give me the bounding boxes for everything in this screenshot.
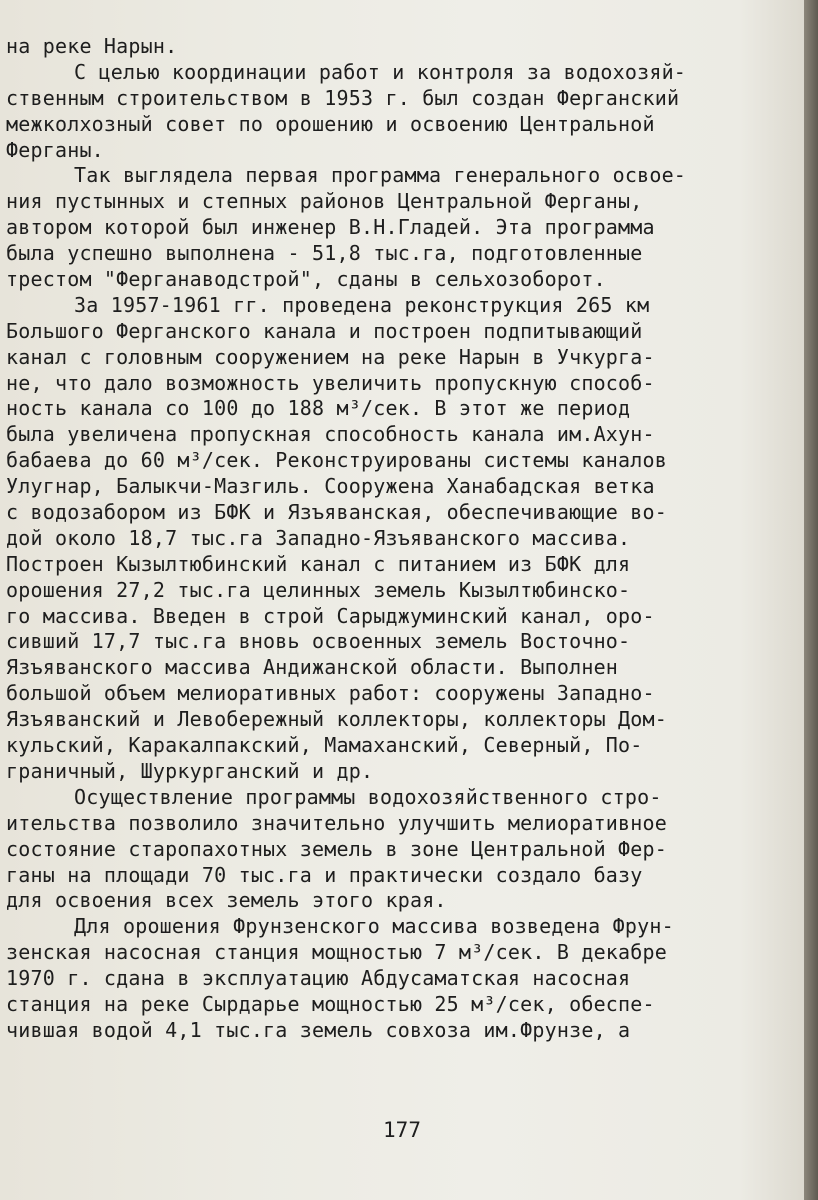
text-line: орошения 27,2 тыс.га целинных земель Кызылтюбинско-	[6, 577, 631, 602]
text-line: чившая водой 4,1 тыс.га земель совхоза им.Фрунзе, а	[6, 1017, 631, 1042]
text-line: трестом "Ферганаводстрой", сданы в сельхозоборот.	[6, 267, 606, 292]
text-line: Язъяванский и Левобережный коллекторы, коллекторы Дом-	[6, 707, 668, 732]
text-line: канал с головным сооружением на реке Нарын в Учкурга-	[6, 344, 655, 369]
text-line: была увеличена пропускная способность канала им.Ахун-	[6, 422, 655, 447]
text-line: го массива. Введен в строй Сарыджуминский канал, оро-	[6, 603, 655, 628]
text-line: Для орошения Фрунзенского массива возведена Фрун-	[74, 914, 674, 939]
page-edge-shadow	[804, 0, 818, 1200]
text-line: Улугнар, Балыкчи-Мазгиль. Сооружена Ханабадская ветка	[6, 474, 655, 499]
text-line: бабаева до 60 м³/сек. Реконструированы системы каналов	[6, 448, 668, 473]
text-line: Так выглядела первая программа генерального освое-	[74, 163, 687, 188]
text-line: ительства позволило значительно улучшить мелиоративное	[6, 810, 668, 835]
text-line: Осуществление программы водохозяйственного стро-	[74, 784, 662, 809]
text-line: сивший 17,7 тыс.га вновь освоенных земель Восточно-	[6, 629, 631, 654]
text-line: не, что дало возможность увеличить пропускную способ-	[6, 370, 655, 395]
text-line: большой объем мелиоративных работ: сооружены Западно-	[6, 681, 655, 706]
text-line: ганы на площади 70 тыс.га и практически создало базу	[6, 862, 643, 887]
text-line: дой около 18,7 тыс.га Западно-Язъяванского массива.	[6, 525, 631, 550]
text-line: межколхозный совет по орошению и освоению Центральной	[6, 111, 655, 136]
text-line: была успешно выполнена - 51,8 тыс.га, подготовленные	[6, 241, 643, 266]
text-line: ственным строительством в 1953 г. был создан Ферганский	[6, 85, 680, 110]
text-line: состояние старопахотных земель в зоне Центральной Фер-	[6, 836, 668, 861]
text-line: 1970 г. сдана в эксплуатацию Абдусаматская насосная	[6, 966, 631, 991]
text-line: Ферганы.	[6, 137, 104, 162]
text-line: для освоения всех земель этого края.	[6, 888, 447, 913]
text-line: граничный, Шуркурганский и др.	[6, 758, 374, 783]
text-line: зенская насосная станция мощностью 7 м³/сек. В декабре	[6, 940, 668, 965]
text-line: С целью координации работ и контроля за водохозяй-	[74, 59, 687, 84]
body-text	[6, 34, 796, 1044]
text-line: Большого Ферганского канала и построен подпитывающий	[6, 318, 643, 343]
text-line: ность канала со 100 до 188 м³/сек. В этот же период	[6, 396, 631, 421]
text-line: Язъяванского массива Андижанской области. Выполнен	[6, 655, 619, 680]
text-line: Построен Кызылтюбинский канал с питанием из БФК для	[6, 551, 631, 576]
text-line: автором которой был инженер В.Н.Гладей. Эта программа	[6, 215, 655, 240]
text-line: ния пустынных и степных районов Центральной Ферганы,	[6, 189, 643, 214]
text-line: кульский, Каракалпакский, Мамаханский, Северный, По-	[6, 733, 643, 758]
text-line: За 1957-1961 гг. проведена реконструкция 265 км	[74, 292, 650, 317]
text-line: станция на реке Сырдарье мощностью 25 м³/сек, обеспе-	[6, 991, 655, 1016]
text-line: с водозабором из БФК и Язъяванская, обеспечивающие во-	[6, 500, 668, 525]
page-number: 177	[383, 1118, 421, 1142]
text-line: на реке Нарын.	[6, 34, 178, 58]
